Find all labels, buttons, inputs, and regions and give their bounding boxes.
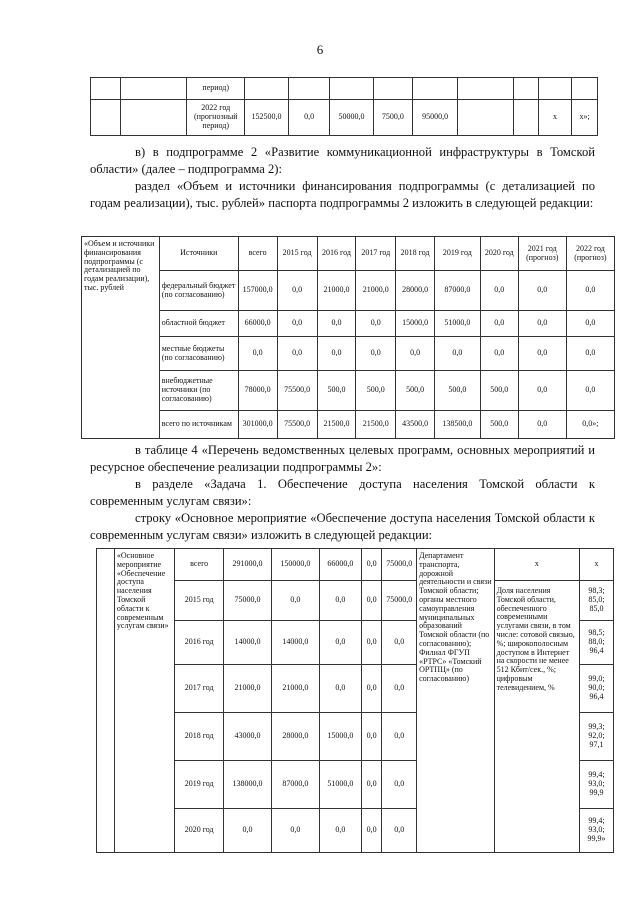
table-cell: 15000,0: [319, 713, 361, 761]
table-cell: 0,0: [434, 337, 480, 371]
source-label: областной бюджет: [159, 311, 238, 337]
table-cell: [458, 100, 514, 136]
table-cell: 138000,0: [224, 761, 272, 809]
source-label: местные бюджеты (по согласованию): [159, 337, 238, 371]
indicator-values: 98,5; 88,0; 96,4: [579, 621, 613, 665]
table-cell: [514, 100, 538, 136]
table-cell: 500,0: [396, 371, 434, 411]
table-cell: 95000,0: [413, 100, 458, 136]
table-cell: 500,0: [356, 371, 396, 411]
table-cell: 78000,0: [238, 371, 277, 411]
table-cell: 87000,0: [271, 761, 319, 809]
executor-cell: Департамент транспорта, дорожной деятельности и связи Томской области; органы местного самоуправления муниципальных образований Томской области (по согласованию); Филиал ФГУП «РТРС» «Томский ОРТПЦ» (по согласованию): [417, 549, 495, 853]
table-cell: 0,0: [518, 411, 566, 439]
table-cell: 2022 год (прогнозный период): [187, 100, 245, 136]
source-label: всего по источникам: [159, 411, 238, 439]
page-number: 6: [316, 42, 324, 57]
table-cell: 0,0: [480, 337, 518, 371]
table-cell: 43000,0: [224, 713, 272, 761]
paragraph: в) в подпрограмме 2 «Развитие коммуникационной инфраструктуры в Томской области» (далее – подпрограмма 2):: [90, 145, 595, 176]
year-cell: 2015 год: [175, 581, 224, 621]
table-cell: 0,0: [566, 311, 614, 337]
table-cell: 0,0: [361, 621, 382, 665]
table-cell: 138500,0: [434, 411, 480, 439]
table-cell: 0,0: [566, 271, 614, 311]
year-cell: 2020 год: [175, 809, 224, 853]
column-header: 2015 год: [277, 237, 317, 271]
table-cell: 0,0: [317, 337, 355, 371]
table-cell: 43500,0: [396, 411, 434, 439]
year-cell: 2018 год: [175, 713, 224, 761]
source-label: федеральный бюджет (по согласованию): [159, 271, 238, 311]
table-cell: 0,0: [271, 581, 319, 621]
column-header: 2017 год: [356, 237, 396, 271]
column-header: 2018 год: [396, 237, 434, 271]
table-cell: 51000,0: [434, 311, 480, 337]
table-cell: 0,0: [480, 311, 518, 337]
column-header: 2016 год: [317, 237, 355, 271]
column-header: 2020 год: [480, 237, 518, 271]
table-cell: 50000,0: [330, 100, 373, 136]
table-cell: 0,0»;: [566, 411, 614, 439]
table-cell: 75000,0: [224, 581, 272, 621]
table-cell: 0,0: [361, 713, 382, 761]
indicator-values: 99,0; 90,0; 96,4: [579, 665, 613, 713]
table-cell: 0,0: [317, 311, 355, 337]
paragraph: в разделе «Задача 1. Обеспечение доступа населения Томской области к современным услугам связи»:: [90, 477, 595, 508]
table-cell: 0,0: [277, 271, 317, 311]
table-cell: 14000,0: [271, 621, 319, 665]
table-cell: 21500,0: [317, 411, 355, 439]
table-cell: 500,0: [480, 371, 518, 411]
table-cell: 0,0: [361, 809, 382, 853]
table-cell: 0,0: [319, 665, 361, 713]
column-header: 2021 год (прогноз): [518, 237, 566, 271]
table-cell: 0,0: [319, 621, 361, 665]
paragraph: в таблице 4 «Перечень ведомственных целевых программ, основных мероприятий и ресурсное обеспечение реализации подпрограммы 2»:: [90, 443, 595, 474]
table-cell: 0,0: [566, 337, 614, 371]
table-cell: х»;: [572, 100, 598, 136]
indicator-values: 99,4; 93,0; 99,9: [579, 761, 613, 809]
continuation-table: [90, 77, 598, 136]
table-cell: 0,0: [361, 665, 382, 713]
table-cell: 51000,0: [319, 761, 361, 809]
paragraph: раздел «Объем и источники финансирования подпрограммы (с детализацией по годам реализации), тыс. рублей» паспорта подпрограммы 2 изложить в следующей редакции:: [90, 179, 595, 210]
table-cell: 75000,0: [382, 549, 417, 581]
table-cell: 14000,0: [224, 621, 272, 665]
column-header: Источники: [159, 237, 238, 271]
table-cell: 66000,0: [319, 549, 361, 581]
table-cell: 0,0: [319, 581, 361, 621]
table-cell: 0,0: [224, 809, 272, 853]
table-cell: 75500,0: [277, 371, 317, 411]
table-cell: 0,0: [288, 100, 329, 136]
table-cell: 21000,0: [356, 271, 396, 311]
table-cell: 0,0: [356, 311, 396, 337]
table-cell: 0,0: [319, 809, 361, 853]
table-cell: 0,0: [518, 311, 566, 337]
table-cell: 75000,0: [382, 581, 417, 621]
table-cell: 500,0: [434, 371, 480, 411]
indicator-values: 98,3; 85,0; 85,0: [579, 581, 613, 621]
table-cell: 0,0: [382, 809, 417, 853]
table-cell: 150000,0: [271, 549, 319, 581]
table-cell: 21000,0: [224, 665, 272, 713]
measure-name: «Основное мероприятие «Обеспечение доступа населения Томской области к современным услугам связи»: [114, 549, 174, 853]
column-header: 2019 год: [434, 237, 480, 271]
table-cell: 0,0: [277, 337, 317, 371]
indicator-cell: Доля населения Томской области, обеспеченного современными услугами связи, в том числе: сотовой связью, %; широкополосным доступом в Интернет на скорости не менее 512 Кбит/сек., %; цифровым телевидением, %: [494, 581, 579, 853]
source-label: внебюджетные источники (по согласованию): [159, 371, 238, 411]
table-cell: 0,0: [566, 371, 614, 411]
table-cell: 0,0: [361, 581, 382, 621]
table-cell: 0,0: [361, 761, 382, 809]
year-cell: 2016 год: [175, 621, 224, 665]
table-cell: х: [494, 549, 579, 581]
table-cell: 0,0: [277, 311, 317, 337]
table-cell: х: [538, 100, 572, 136]
table-cell: 500,0: [480, 411, 518, 439]
table-cell: 157000,0: [238, 271, 277, 311]
paragraph: строку «Основное мероприятие «Обеспечение доступа населения Томской области к современным услугам связи» изложить в следующей редакции:: [90, 511, 595, 542]
table-cell: 28000,0: [396, 271, 434, 311]
table-cell: 291000,0: [224, 549, 272, 581]
table-cell: 66000,0: [238, 311, 277, 337]
table-cell: 87000,0: [434, 271, 480, 311]
table-cell: 500,0: [317, 371, 355, 411]
table-cell: всего: [175, 549, 224, 581]
table-cell: 0,0: [382, 621, 417, 665]
table-cell: 15000,0: [396, 311, 434, 337]
table-cell: 21000,0: [317, 271, 355, 311]
column-header: всего: [238, 237, 277, 271]
table-cell: 0,0: [271, 809, 319, 853]
table-cell: 0,0: [238, 337, 277, 371]
table-cell: 0,0: [382, 761, 417, 809]
table-cell: 7500,0: [373, 100, 412, 136]
table-cell: 21000,0: [271, 665, 319, 713]
table-cell: 301000,0: [238, 411, 277, 439]
table-cell: 75500,0: [277, 411, 317, 439]
table-cell: 0,0: [361, 549, 382, 581]
table-cell: 0,0: [356, 337, 396, 371]
table-cell: 0,0: [518, 271, 566, 311]
column-header: 2022 год (прогноз): [566, 237, 614, 271]
table-cell: 28000,0: [271, 713, 319, 761]
period-cell: период): [187, 78, 245, 100]
table-cell: 0,0: [382, 713, 417, 761]
table-cell: 0,0: [396, 337, 434, 371]
table-cell: х: [579, 549, 613, 581]
indicator-values: 99,4; 93,0; 99,9»: [579, 809, 613, 853]
finance-table: [81, 236, 615, 439]
table-cell: 0,0: [518, 337, 566, 371]
table-cell: 21500,0: [356, 411, 396, 439]
table-cell: 0,0: [382, 665, 417, 713]
year-cell: 2017 год: [175, 665, 224, 713]
indicator-values: 99,3; 92,0; 97,1: [579, 713, 613, 761]
table-cell: 152500,0: [245, 100, 289, 136]
finance-corner-label: «Объем и источники финансирования подпрограммы (с детализацией по годам реализации), тыс. рублей: [82, 237, 160, 439]
table-cell: 0,0: [518, 371, 566, 411]
measure-table: [96, 548, 614, 853]
year-cell: 2019 год: [175, 761, 224, 809]
table-cell: 0,0: [480, 271, 518, 311]
